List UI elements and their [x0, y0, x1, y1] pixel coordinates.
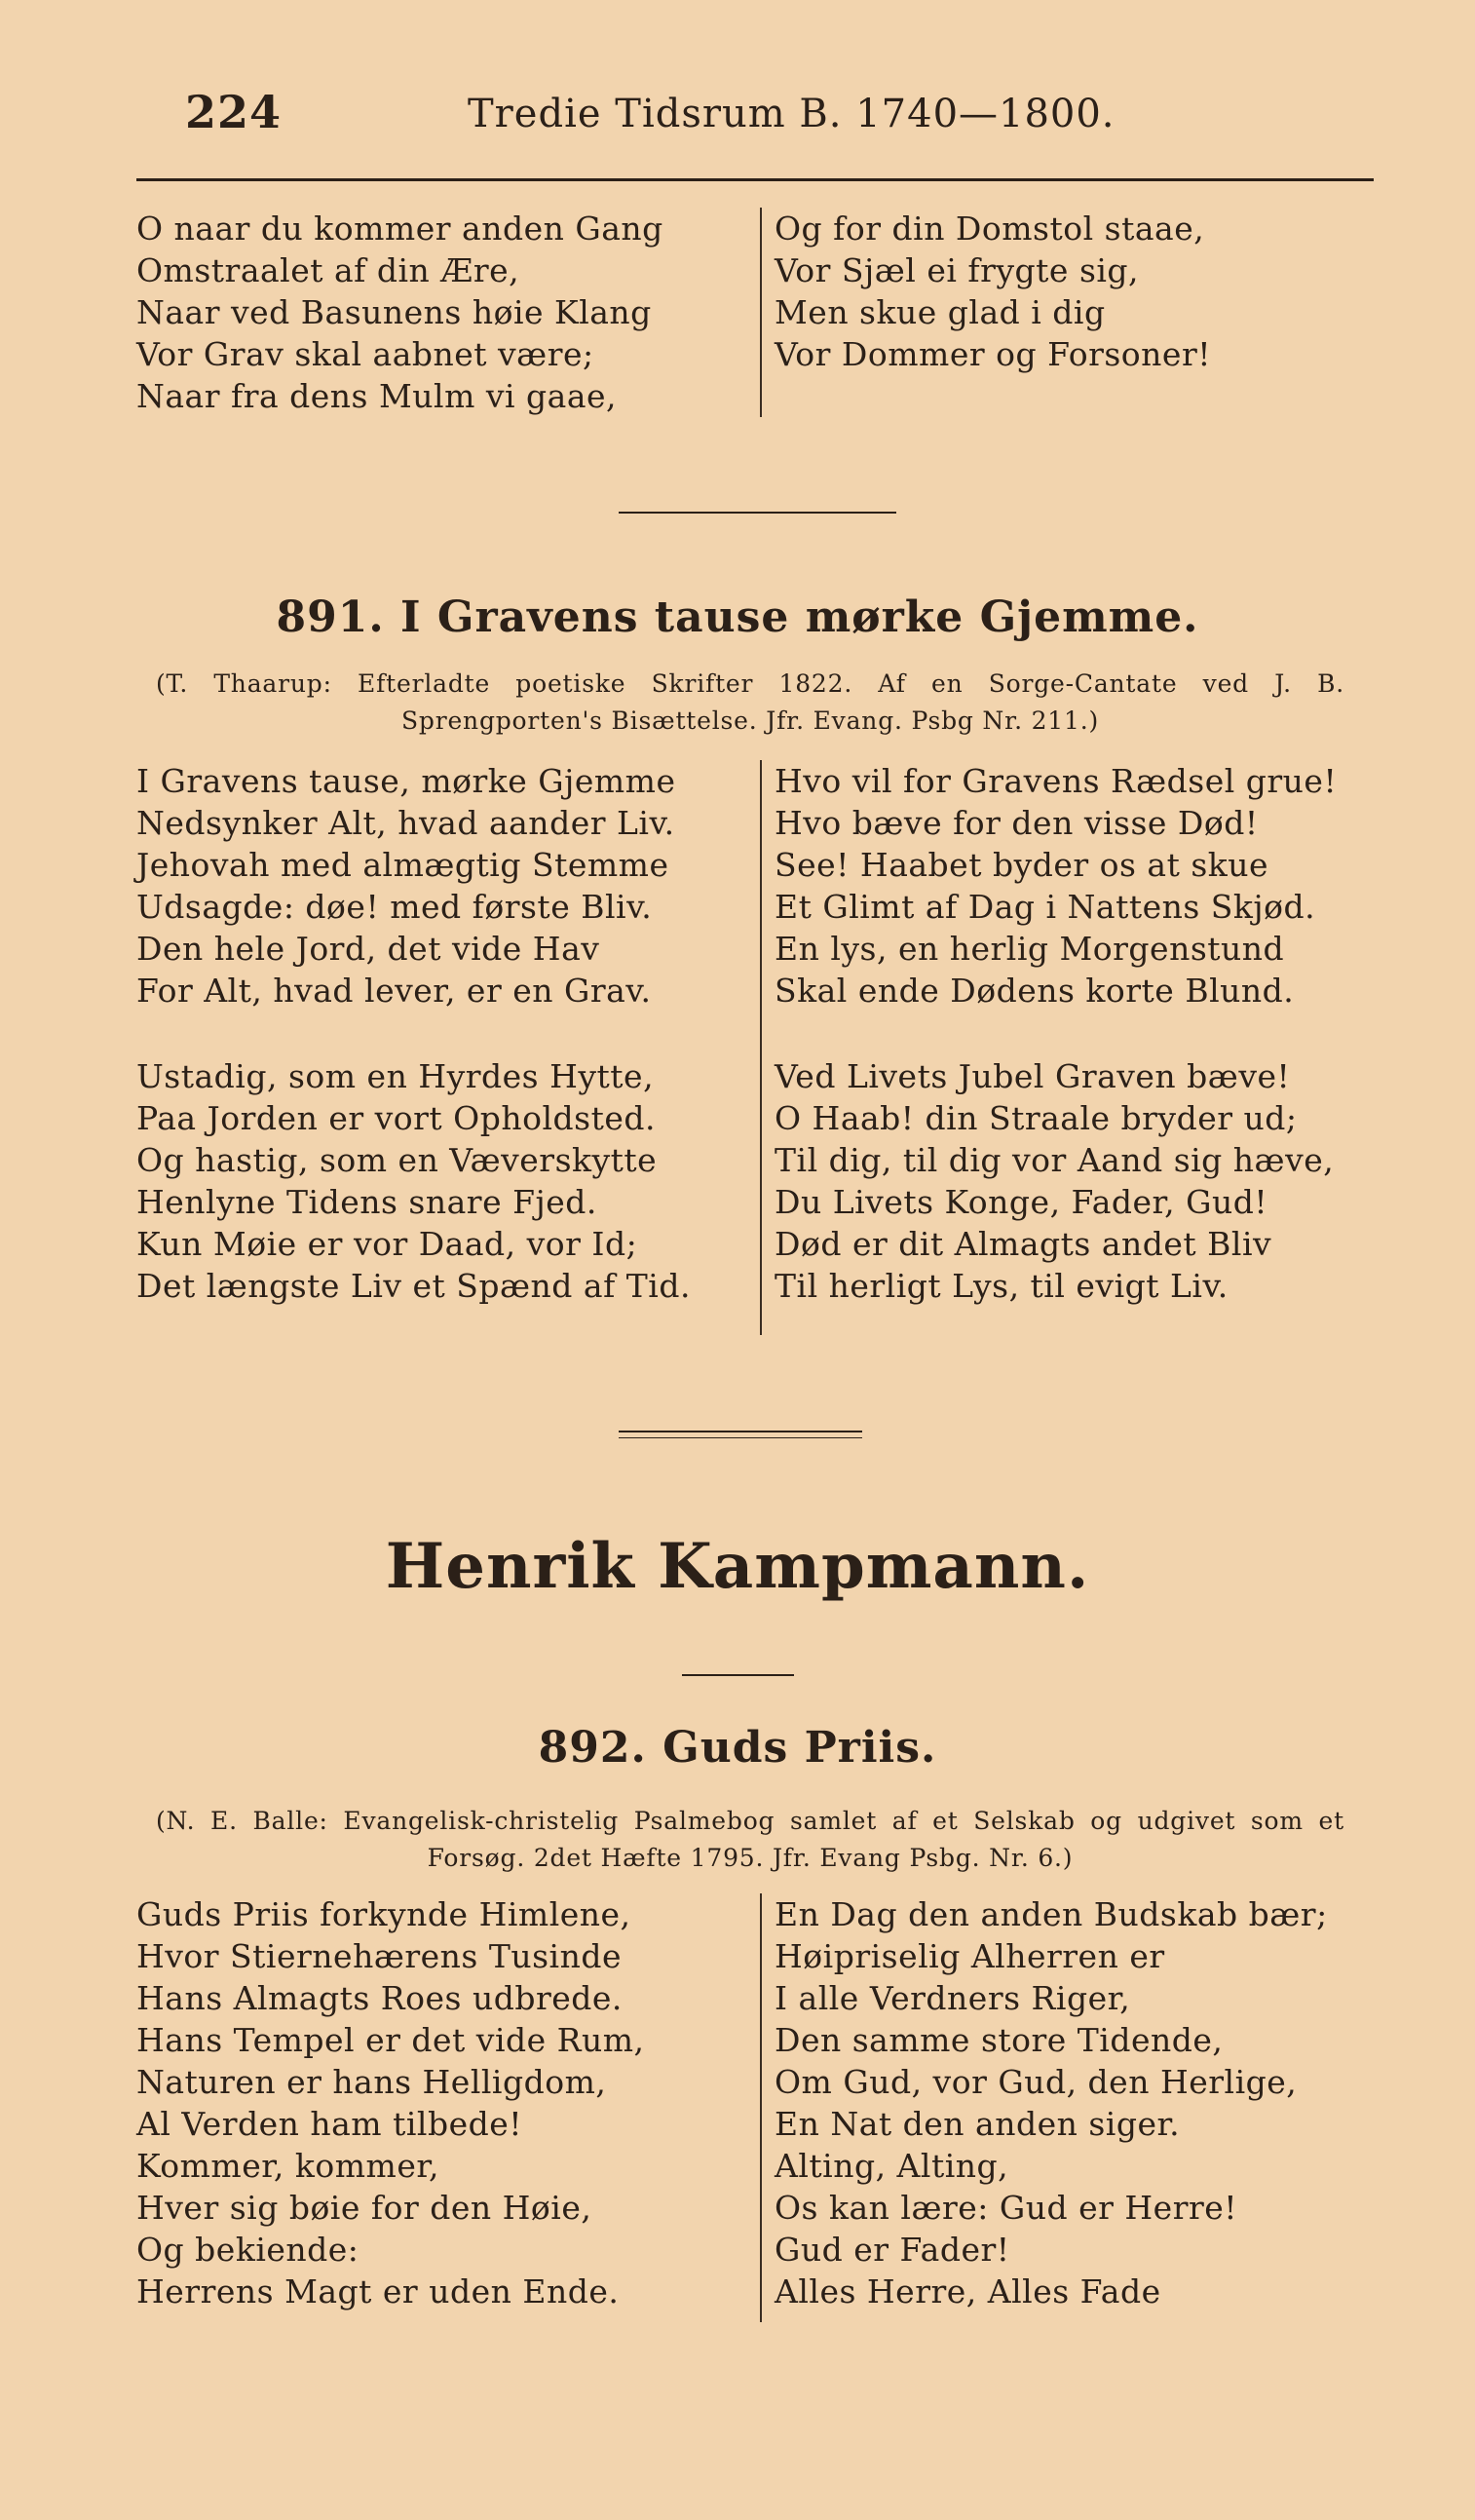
- verse-line: O Haab! din Straale bryder ud;: [775, 1099, 1298, 1137]
- verse-line: Os kan lære: Gud er Herre!: [775, 2189, 1238, 2227]
- verse-line: Den samme store Tidende,: [775, 2021, 1224, 2059]
- verse-line: Og for din Domstol staae,: [775, 210, 1205, 248]
- verse-line: Vor Sjæl ei frygte sig,: [775, 251, 1140, 289]
- verse-line: Nedsynker Alt, hvad aander Liv.: [136, 804, 675, 842]
- verse-line: Og hastig, som en Væverskytte: [136, 1141, 658, 1179]
- hymn-number: 891.: [276, 592, 385, 642]
- verse-line: Henlyne Tidens snare Fjed.: [136, 1183, 597, 1221]
- verse-line: I alle Verdners Riger,: [775, 1979, 1131, 2017]
- column-divider: [760, 1893, 762, 2322]
- verse-line: For Alt, hvad lever, er en Grav.: [136, 972, 652, 1010]
- continuation-right-column: [775, 208, 1379, 375]
- verse-line: Naar fra dens Mulm vi gaae,: [136, 377, 618, 415]
- hymn-891-source: (T. Thaarup: Efterladte poetiske Skrifter 1822. Af en Sorge-Cantate ved J. B. Sprengporten's Bisættelse. Jfr. Evang. Psbg Nr. 211.): [156, 669, 1344, 735]
- running-title: Tredie Tidsrum B. 1740—1800.: [468, 92, 1116, 136]
- hymn-892-title: [0, 1723, 1475, 1773]
- verse-line: Ved Livets Jubel Graven bæve!: [775, 1057, 1291, 1095]
- author-underline-rule: [682, 1674, 794, 1676]
- stanza-gap: [775, 1012, 1379, 1055]
- column-divider: [760, 760, 762, 1335]
- verse-line: See! Haabet byder os at skue: [775, 846, 1269, 884]
- author-heading: Henrik Kampmann.: [385, 1530, 1090, 1603]
- verse-line: Et Glimt af Dag i Nattens Skjød.: [775, 888, 1316, 926]
- hymn-892-source: (N. E. Balle: Evangelisk-christelig Psalmebog samlet af et Selskab og udgivet som et Forsøg. 2det Hæfte 1795. Jfr. Evang Psbg. Nr. 6.): [156, 1807, 1344, 1872]
- verse-line: Jehovah med almægtig Stemme: [136, 846, 669, 884]
- continuation-left-column: [136, 208, 750, 417]
- verse-line: Hver sig bøie for den Høie,: [136, 2189, 592, 2227]
- verse-line: Herrens Magt er uden Ende.: [136, 2272, 620, 2310]
- verse-line: Vor Grav skal aabnet være;: [136, 335, 594, 373]
- hymn-892-right-column: [775, 1893, 1379, 2312]
- verse-line: Hans Tempel er det vide Rum,: [136, 2021, 645, 2059]
- verse-line: Al Verden ham tilbede!: [136, 2105, 523, 2143]
- section-divider: [619, 512, 896, 514]
- verse-line: Du Livets Konge, Fader, Gud!: [775, 1183, 1268, 1221]
- verse-line: I Gravens tause, mørke Gjemme: [136, 762, 676, 800]
- verse-line: Høipriselig Alherren er: [775, 1937, 1165, 1975]
- stanza-gap: [136, 1012, 750, 1055]
- header-rule: [136, 178, 1374, 181]
- hymn-891-left-column: [136, 760, 750, 1307]
- hymn-number: 892.: [538, 1723, 647, 1773]
- verse-line: Naturen er hans Helligdom,: [136, 2063, 607, 2101]
- verse-line: En lys, en herlig Morgenstund: [775, 930, 1285, 968]
- verse-line: Det længste Liv et Spænd af Tid.: [136, 1267, 691, 1305]
- verse-line: Naar ved Basunens høie Klang: [136, 293, 652, 331]
- verse-line: Vor Dommer og Forsoner!: [775, 335, 1211, 373]
- verse-line: Men skue glad i dig: [775, 293, 1106, 331]
- verse-line: Hans Almagts Roes udbrede.: [136, 1979, 623, 2017]
- column-divider: [760, 208, 762, 417]
- verse-line: Skal ende Dødens korte Blund.: [775, 972, 1295, 1010]
- verse-line: Hvo bæve for den visse Død!: [775, 804, 1259, 842]
- verse-line: Ustadig, som en Hyrdes Hytte,: [136, 1057, 655, 1095]
- verse-line: Til herligt Lys, til evigt Liv.: [775, 1267, 1229, 1305]
- verse-line: Til dig, til dig vor Aand sig hæve,: [775, 1141, 1335, 1179]
- verse-line: Kun Møie er vor Daad, vor Id;: [136, 1225, 638, 1263]
- verse-line: Omstraalet af din Ære,: [136, 251, 520, 289]
- hymn-title-text: Guds Priis.: [662, 1723, 937, 1773]
- hymn-891-title: [0, 592, 1475, 642]
- page-header: [136, 86, 1374, 144]
- verse-line: Hvor Stiernehærens Tusinde: [136, 1937, 622, 1975]
- page-number: 224: [185, 86, 283, 138]
- verse-line: Gud er Fader!: [775, 2231, 1010, 2269]
- verse-line: Paa Jorden er vort Opholdsted.: [136, 1099, 656, 1137]
- verse-line: En Dag den anden Budskab bær;: [775, 1895, 1328, 1933]
- hymn-891-right-column: [775, 760, 1379, 1307]
- verse-line: Udsagde: døe! med første Bliv.: [136, 888, 653, 926]
- verse-line: Død er dit Almagts andet Bliv: [775, 1225, 1272, 1263]
- hymn-title-text: I Gravens tause mørke Gjemme.: [399, 592, 1199, 642]
- hymn-892-left-column: [136, 1893, 750, 2312]
- verse-line: Den hele Jord, det vide Hav: [136, 930, 600, 968]
- verse-line: Hvo vil for Gravens Rædsel grue!: [775, 762, 1338, 800]
- verse-line: Alting, Alting,: [775, 2147, 1009, 2185]
- verse-line: O naar du kommer anden Gang: [136, 210, 663, 248]
- author-section-divider: [619, 1431, 862, 1438]
- verse-line: Guds Priis forkynde Himlene,: [136, 1895, 631, 1933]
- verse-line: Og bekiende:: [136, 2231, 359, 2269]
- verse-line: Kommer, kommer,: [136, 2147, 439, 2185]
- verse-line: En Nat den anden siger.: [775, 2105, 1181, 2143]
- verse-line: Alles Herre, Alles Fade: [775, 2272, 1161, 2310]
- verse-line: Om Gud, vor Gud, den Herlige,: [775, 2063, 1298, 2101]
